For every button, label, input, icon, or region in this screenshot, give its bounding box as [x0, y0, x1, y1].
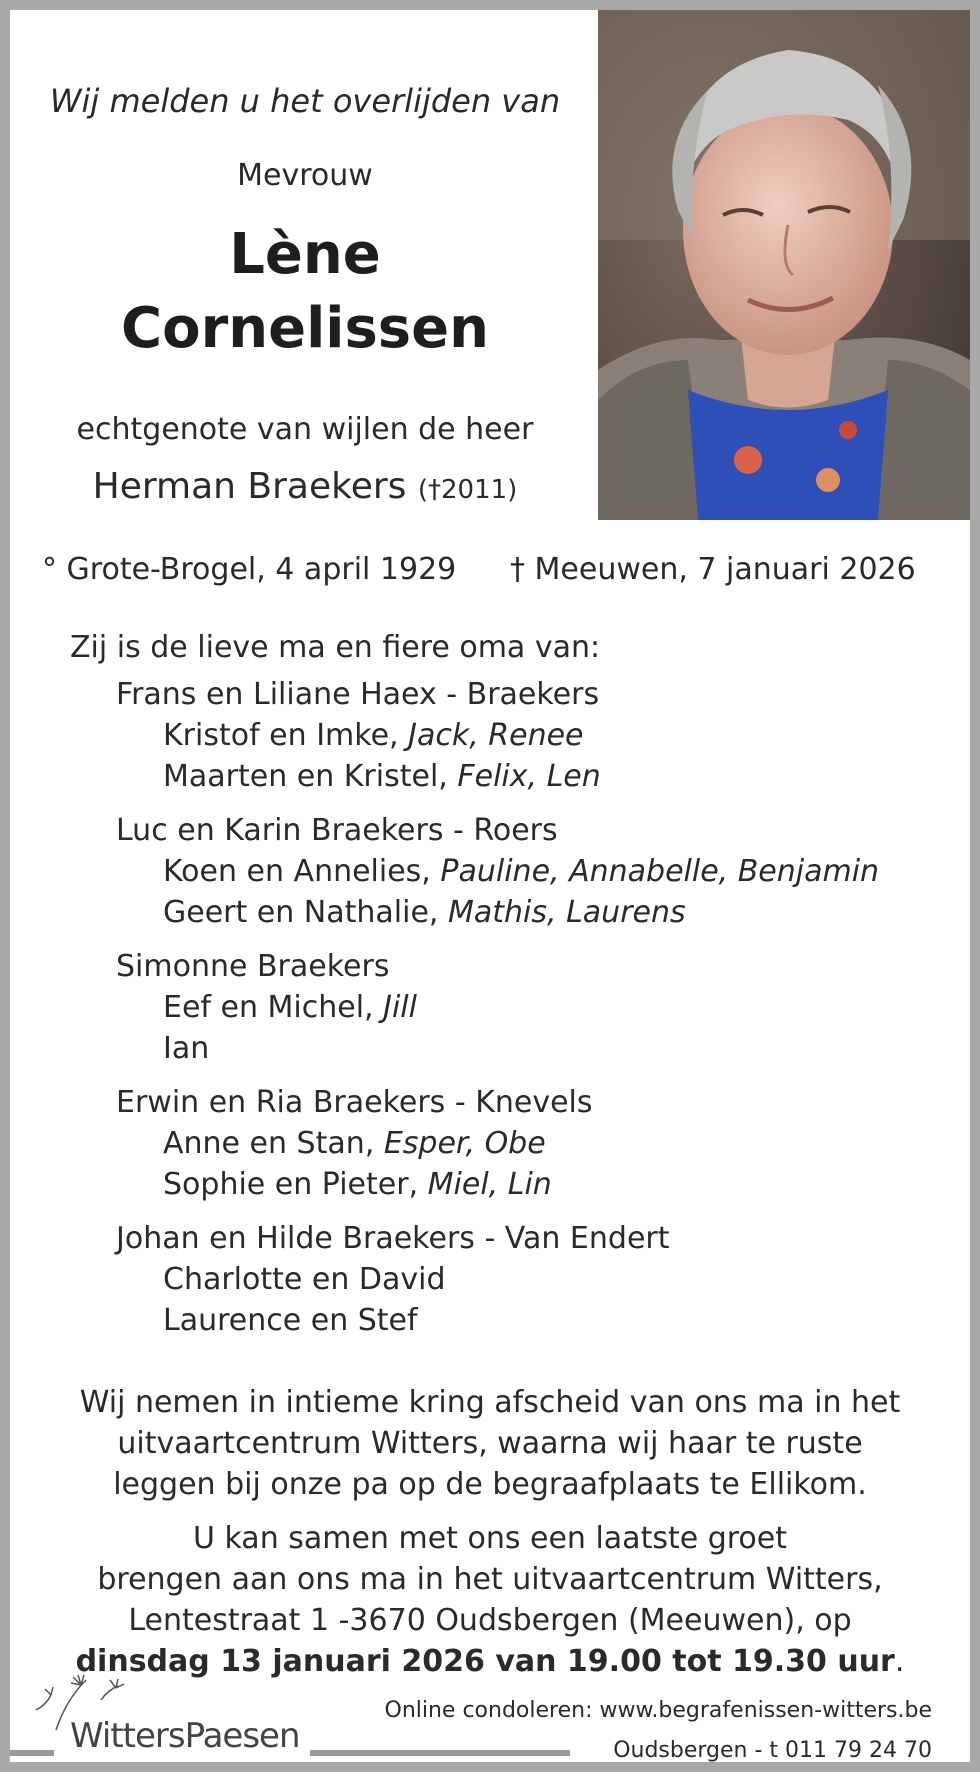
family-group	[116, 674, 601, 797]
family-head: Johan en Hilde Braekers - Van Endert	[116, 1221, 670, 1256]
grandchild-couple: Maarten en Kristel,	[163, 759, 458, 794]
birth-info: ° Grote-Brogel, 4 april 1929	[42, 552, 457, 587]
family-group	[116, 946, 417, 1069]
spouse-line	[40, 466, 570, 507]
footer-rule-left	[10, 1750, 54, 1756]
grandchild-couple: Eef en Michel,	[163, 990, 384, 1025]
great-grandchildren: Mathis, Laurens	[448, 895, 686, 930]
grandchild-couple: Ian	[163, 1031, 210, 1066]
grandchild-couple: Anne en Stan,	[163, 1126, 384, 1161]
grandchild-line	[116, 1028, 417, 1069]
grandchild-couple: Sophie en Pieter,	[163, 1167, 428, 1202]
grandchild-couple: Charlotte en David	[163, 1262, 446, 1297]
family-group	[116, 1082, 593, 1205]
family-lead: Zij is de lieve ma en fiere oma van:	[70, 630, 601, 665]
great-grandchildren: Felix, Len	[457, 759, 601, 794]
contact-info: Oudsbergen - t 011 79 24 70	[613, 1738, 932, 1763]
great-grandchildren: Jill	[383, 990, 417, 1025]
grandchild-line	[116, 1164, 593, 1205]
grandchild-couple: Geert en Nathalie,	[163, 895, 448, 930]
spouse-intro: echtgenote van wijlen de heer	[76, 412, 534, 447]
grandchild-line	[116, 851, 879, 892]
death-info: † Meeuwen, 7 januari 2026	[510, 552, 916, 587]
spouse-name: Herman Braekers	[92, 466, 407, 507]
great-grandchildren: Miel, Lin	[427, 1167, 552, 1202]
footer-rule-mid	[310, 1750, 570, 1756]
grandchild-line	[116, 1123, 593, 1164]
obituary-card	[10, 10, 970, 1762]
grandchild-line	[116, 1300, 670, 1341]
visitation-date: dinsdag 13 januari 2026 van 19.00 tot 19.30 uur	[75, 1644, 895, 1679]
farewell-paragraph	[30, 1382, 950, 1505]
spouse-death: (†2011)	[417, 475, 518, 505]
grandchild-couple: Koen en Annelies,	[163, 854, 441, 889]
great-grandchildren: Jack, Renee	[408, 718, 584, 753]
grandchild-couple: Kristof en Imke,	[163, 718, 409, 753]
visitation-line: U kan samen met ons een laatste groet	[192, 1521, 788, 1556]
farewell-line: Wij nemen in intieme kring afscheid van ons ma in het	[79, 1385, 901, 1420]
family-head: Frans en Liliane Haex - Braekers	[116, 677, 600, 712]
farewell-line: leggen bij onze pa op de begraafplaats te Ellikom.	[113, 1467, 867, 1502]
visitation-paragraph	[30, 1518, 950, 1682]
portrait-photo	[598, 10, 970, 520]
last-name: Cornelissen	[121, 296, 489, 361]
grandchild-line	[116, 1259, 670, 1300]
grandchild-couple: Laurence en Stef	[163, 1303, 418, 1338]
great-grandchildren: Esper, Obe	[383, 1126, 546, 1161]
grandchild-line	[116, 892, 879, 933]
first-name: Lène	[229, 222, 381, 287]
period: .	[894, 1644, 905, 1679]
family-head: Simonne Braekers	[116, 949, 390, 984]
family-head: Erwin en Ria Braekers - Knevels	[116, 1085, 593, 1120]
visitation-line: Lentestraat 1 -3670 Oudsbergen (Meeuwen), op	[128, 1603, 852, 1638]
farewell-line: uitvaartcentrum Witters, waarna wij haar te ruste	[117, 1426, 863, 1461]
grandchild-line	[116, 756, 601, 797]
family-group	[116, 810, 879, 933]
grandchild-line	[116, 715, 601, 756]
online-condolences[interactable]: Online condoleren: www.begrafenissen-witters.be	[384, 1698, 932, 1723]
visitation-line: brengen aan ons ma in het uitvaartcentrum Witters,	[97, 1562, 883, 1597]
title-text: Mevrouw	[237, 158, 373, 193]
family-head: Luc en Karin Braekers - Roers	[116, 813, 558, 848]
intro-text: Wij melden u het overlijden van	[49, 82, 561, 120]
great-grandchildren: Pauline, Annabelle, Benjamin	[440, 854, 880, 889]
family-group	[116, 1218, 670, 1341]
grandchild-line	[116, 987, 417, 1028]
logo-wordmark: WittersPaesen	[70, 1716, 300, 1756]
